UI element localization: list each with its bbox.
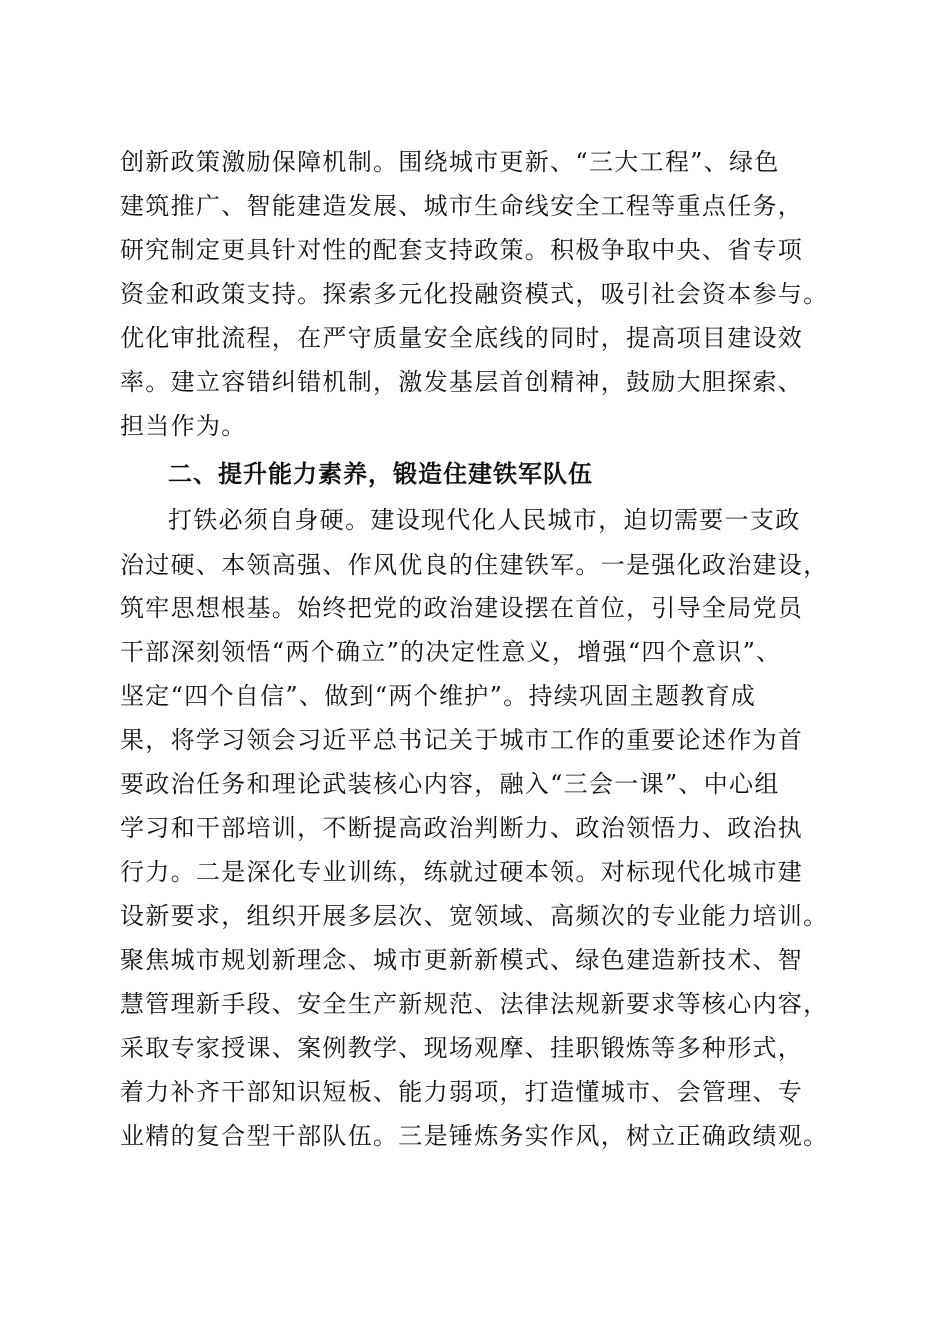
paragraph-2-line-11: 聚焦城市规划新理念、城市更新新模式、绿色建造新技术、智 [120,946,804,974]
paragraph-2-line-13: 采取专家授课、案例教学、现场观摩、挂职锻炼等多种形式， [120,1034,804,1062]
paragraph-1-line-6: 率。建立容错纠错机制，激发基层首创精神，鼓励大胆探索、 [120,368,804,396]
paragraph-2-line-4: 干部深刻领悟“两个确立”的决定性意义，增强“四个意识”、 [120,638,782,666]
paragraph-1-line-3: 研究制定更具针对性的配套支持政策。积极争取中央、省专项 [120,236,804,264]
paragraph-2-line-2: 治过硬、本领高强、作风优良的住建铁军。一是强化政治建设， [120,551,829,579]
paragraph-1-line-7: 担当作为。 [120,412,247,440]
paragraph-2-line-3: 筑牢思想根基。始终把党的政治建设摆在首位，引导全局党员 [120,594,804,622]
paragraph-2-line-1: 打铁必须自身硬。建设现代化人民城市，迫切需要一支政 [168,506,801,534]
paragraph-2-line-10: 设新要求，组织开展多层次、宽领域、高频次的专业能力培训。 [120,902,829,930]
paragraph-2-line-9: 行力。二是深化专业训练，练就过硬本领。对标现代化城市建 [120,858,804,886]
paragraph-1-line-2: 建筑推广、智能建造发展、城市生命线安全工程等重点任务， [120,192,804,220]
paragraph-2-line-14: 着力补齐干部知识短板、能力弱项，打造懂城市、会管理、专 [120,1078,804,1106]
paragraph-2-line-6: 果，将学习领会习近平总书记关于城市工作的重要论述作为首 [120,726,804,754]
section-heading: 二、提升能力素养，锻造住建铁军队伍 [168,460,593,488]
paragraph-2-line-12: 慧管理新手段、安全生产新规范、法律法规新要求等核心内容， [120,990,829,1018]
paragraph-1-line-1: 创新政策激励保障机制。围绕城市更新、“三大工程”、绿色 [120,148,780,176]
paragraph-2-line-15: 业精的复合型干部队伍。三是锤炼务实作风，树立正确政绩观。 [120,1122,829,1150]
paragraph-2-line-5: 坚定“四个自信”、做到“两个维护”。持续巩固主题教育成 [120,682,757,710]
paragraph-2-line-8: 学习和干部培训，不断提高政治判断力、政治领悟力、政治执 [120,814,804,842]
paragraph-1-line-5: 优化审批流程，在严守质量安全底线的同时，提高项目建设效 [120,324,804,352]
paragraph-2-line-7: 要政治任务和理论武装核心内容，融入“三会一课”、中心组 [120,770,780,798]
paragraph-1-line-4: 资金和政策支持。探索多元化投融资模式，吸引社会资本参与。 [120,280,829,308]
